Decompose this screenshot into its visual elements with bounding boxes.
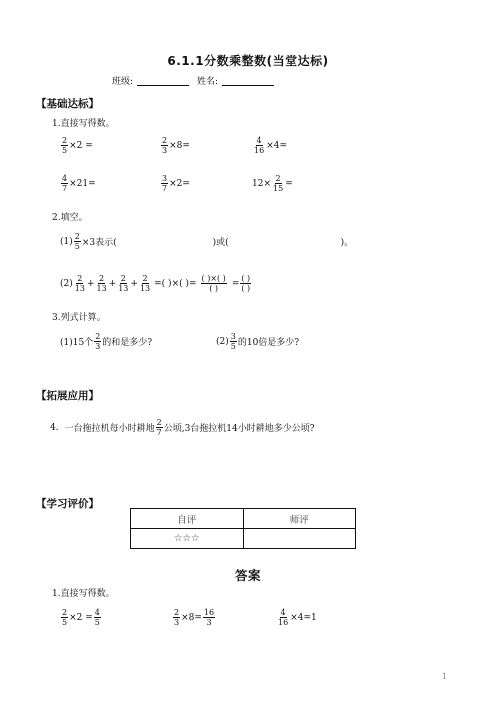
class-blank[interactable]	[137, 75, 189, 86]
fraction: $\frac{16}{3}$	[203, 608, 215, 627]
q1-item	[60, 174, 96, 193]
q1-item-text: ×21=	[69, 178, 96, 189]
q1-item	[160, 136, 190, 155]
fraction: $\frac{4}{5}$	[94, 608, 100, 627]
page-number: 1	[442, 672, 448, 681]
answer-item: $\frac{4}{16}$ ×4=1	[278, 608, 317, 627]
q3-item: (1)15个 $\frac{2}{3}$ 的和是多少?	[60, 332, 153, 351]
fraction: $\frac{2}{13}$	[139, 274, 151, 293]
fraction: $\frac{2}{5}$	[74, 232, 80, 251]
answer-item: $\frac{2}{3}$ ×8= $\frac{16}{3}$	[174, 608, 215, 627]
q1-item-text: ×2=	[169, 178, 190, 189]
fraction: $\frac{3}{5}$	[230, 332, 236, 351]
answer-title: 答案	[234, 568, 261, 583]
q1-item-text: ×2 =	[69, 140, 93, 151]
q1-item-text: =	[285, 178, 293, 189]
q3-heading: 3.列式计算。	[52, 313, 106, 323]
answer-heading: 1.直接写得数。	[52, 589, 115, 599]
page-title: 6.1.1分数乘整数(当堂达标)	[167, 54, 329, 68]
self-rating-stars[interactable]: ☆☆☆	[131, 529, 244, 549]
q1-item	[160, 174, 190, 193]
table-header: 自评	[131, 509, 244, 529]
fraction: $\frac{( )}{( )}$	[241, 274, 251, 293]
fraction: $\frac{4}{16}$	[278, 608, 289, 627]
q1-item-prefix: 12×	[252, 178, 271, 189]
fraction: $\frac{2}{5}$	[62, 608, 68, 627]
fraction: $\frac{2}{13}$	[118, 274, 129, 293]
fraction: $\frac{2}{3}$	[162, 136, 168, 155]
fraction: $\frac{2}{13}$	[74, 274, 85, 293]
section-extend: 【拓展应用】	[36, 390, 99, 402]
q2-line2: (2) $\frac{2}{13}$ + $\frac{2}{13}$ + $\frac{2}{13}$ + $\frac{2}{13}$ =( )×( )= $\frac{( )\times( )}{( )}$ = $\frac{( )}{( )}$	[60, 274, 251, 293]
teacher-rating-cell[interactable]	[243, 529, 355, 549]
class-label: 班级:	[112, 77, 134, 87]
table-header: 师评	[243, 509, 355, 529]
name-label: 姓名:	[197, 77, 219, 87]
fraction: $\frac{2}{7}$	[156, 418, 162, 437]
q2-line1: (1) $\frac{2}{5}$ ×3表示( )或( )。	[60, 232, 354, 251]
q1-item	[60, 136, 93, 155]
q3-item: (2) $\frac{3}{5}$ 的10倍是多少?	[216, 332, 300, 351]
q2-heading: 2.填空。	[52, 213, 88, 223]
fraction: $\frac{( )\times( )}{( )}$	[201, 274, 226, 293]
student-info	[112, 74, 274, 87]
evaluation-table	[130, 508, 356, 549]
q1-item	[252, 174, 293, 193]
fraction: $\frac{4}{16}$	[254, 136, 265, 155]
fraction: $\frac{2}{5}$	[62, 136, 68, 155]
fraction: $\frac{2}{3}$	[95, 332, 101, 351]
fraction: $\frac{3}{7}$	[162, 174, 168, 193]
name-blank[interactable]	[222, 75, 274, 86]
q4: 4. 一台拖拉机每小时耕地 $\frac{2}{7}$ 公顷,3台拖拉机14小时耕地多少公顷?	[50, 418, 315, 437]
q1-item	[252, 136, 287, 155]
section-basic: 【基础达标】	[36, 98, 99, 110]
fraction: $\frac{2}{15}$	[273, 174, 284, 193]
q1-item-text: ×8=	[169, 140, 190, 151]
q1-heading: 1.直接写得数。	[52, 119, 115, 129]
section-evaluate: 【学习评价】	[36, 498, 99, 510]
answer-item: $\frac{2}{5}$ ×2 = $\frac{4}{5}$	[62, 608, 100, 627]
fraction: $\frac{4}{7}$	[62, 174, 68, 193]
fraction: $\frac{2}{13}$	[96, 274, 107, 293]
q1-item-text: ×4=	[266, 140, 287, 151]
fraction: $\frac{2}{3}$	[174, 608, 180, 627]
